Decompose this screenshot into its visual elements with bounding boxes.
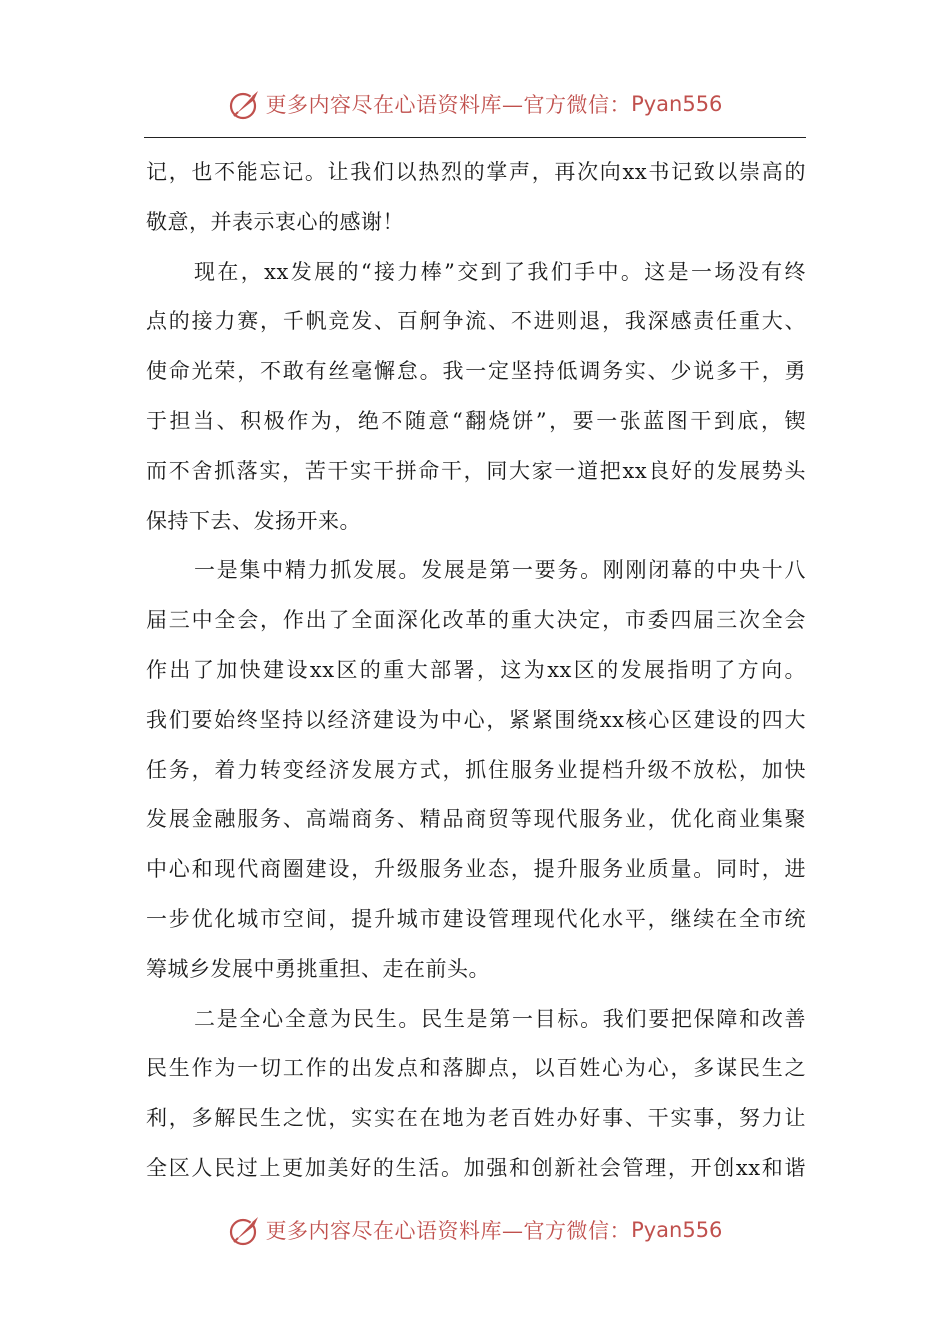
header-divider [144,137,806,138]
text-line: 保持下去、发扬开来。 [146,508,361,533]
text-line: 而不舍抓落实，苦干实干拼命干，同大家一道把xx良好的发展势头 [146,458,806,483]
text-line: 于担当、积极作为，绝不随意“翻烧饼”，要一张蓝图干到底，锲 [146,408,806,433]
text-line: 作出了加快建设xx区的重大部署，这为xx区的发展指明了方向。 [146,657,806,682]
text-line: 点的接力赛，千帆竞发、百舸争流、不进则退，我深感责任重大、 [146,309,806,334]
document-body [146,148,806,1194]
text-line: 届三中全会，作出了全面深化改革的重大决定，市委四届三次全会 [146,608,806,633]
text-line: 使命光荣，不敢有丝毫懈怠。我一定坚持低调务实、少说多干，勇 [146,359,806,384]
text-line: 敬意，并表示衷心的感谢！ [146,209,404,234]
text-line: 中心和现代商圈建设，升级服务业态，提升服务业质量。同时，进 [146,857,806,882]
quill-logo-icon [228,87,262,121]
quill-logo-icon [228,1213,262,1247]
text-line: 全区人民过上更加美好的生活。加强和创新社会管理，开创xx和谐 [146,1155,806,1180]
footer-wechat-id: Pyan556 [631,1218,723,1242]
text-line: 记，也不能忘记。让我们以热烈的掌声，再次向xx书记致以崇高的 [146,160,806,184]
text-line: 民生作为一切工作的出发点和落脚点，以百姓心为心，多谋民生之 [146,1056,806,1081]
text-line: 利，多解民生之忧，实实在在地为老百姓办好事、干实事，努力让 [146,1106,806,1131]
text-line: 我们要始终坚持以经济建设为中心，紧紧围绕xx核心区建设的四大 [146,707,806,732]
text-line: 筹城乡发展中勇挑重担、走在前头。 [146,956,490,981]
header-banner-text: 更多内容尽在心语资料库—官方微信： [265,93,632,117]
paragraph-start-line: 一是集中精力抓发展。发展是第一要务。刚刚闭幕的中央十八 [194,558,806,583]
header-banner [0,84,950,124]
paragraph-start-line: 二是全心全意为民生。民生是第一目标。我们要把保障和改善 [194,1006,806,1031]
footer-banner [0,1210,950,1250]
paragraph-start-line: 现在，xx发展的“接力棒”交到了我们手中。这是一场没有终 [194,259,806,284]
text-line: 发展金融服务、高端商务、精品商贸等现代服务业，优化商业集聚 [146,807,806,832]
header-wechat-id: Pyan556 [631,92,723,116]
footer-banner-text: 更多内容尽在心语资料库—官方微信： [265,1219,632,1243]
text-line: 一步优化城市空间，提升城市建设管理现代化水平，继续在全市统 [146,906,806,931]
text-line: 任务，着力转变经济发展方式，抓住服务业提档升级不放松，加快 [146,757,806,782]
